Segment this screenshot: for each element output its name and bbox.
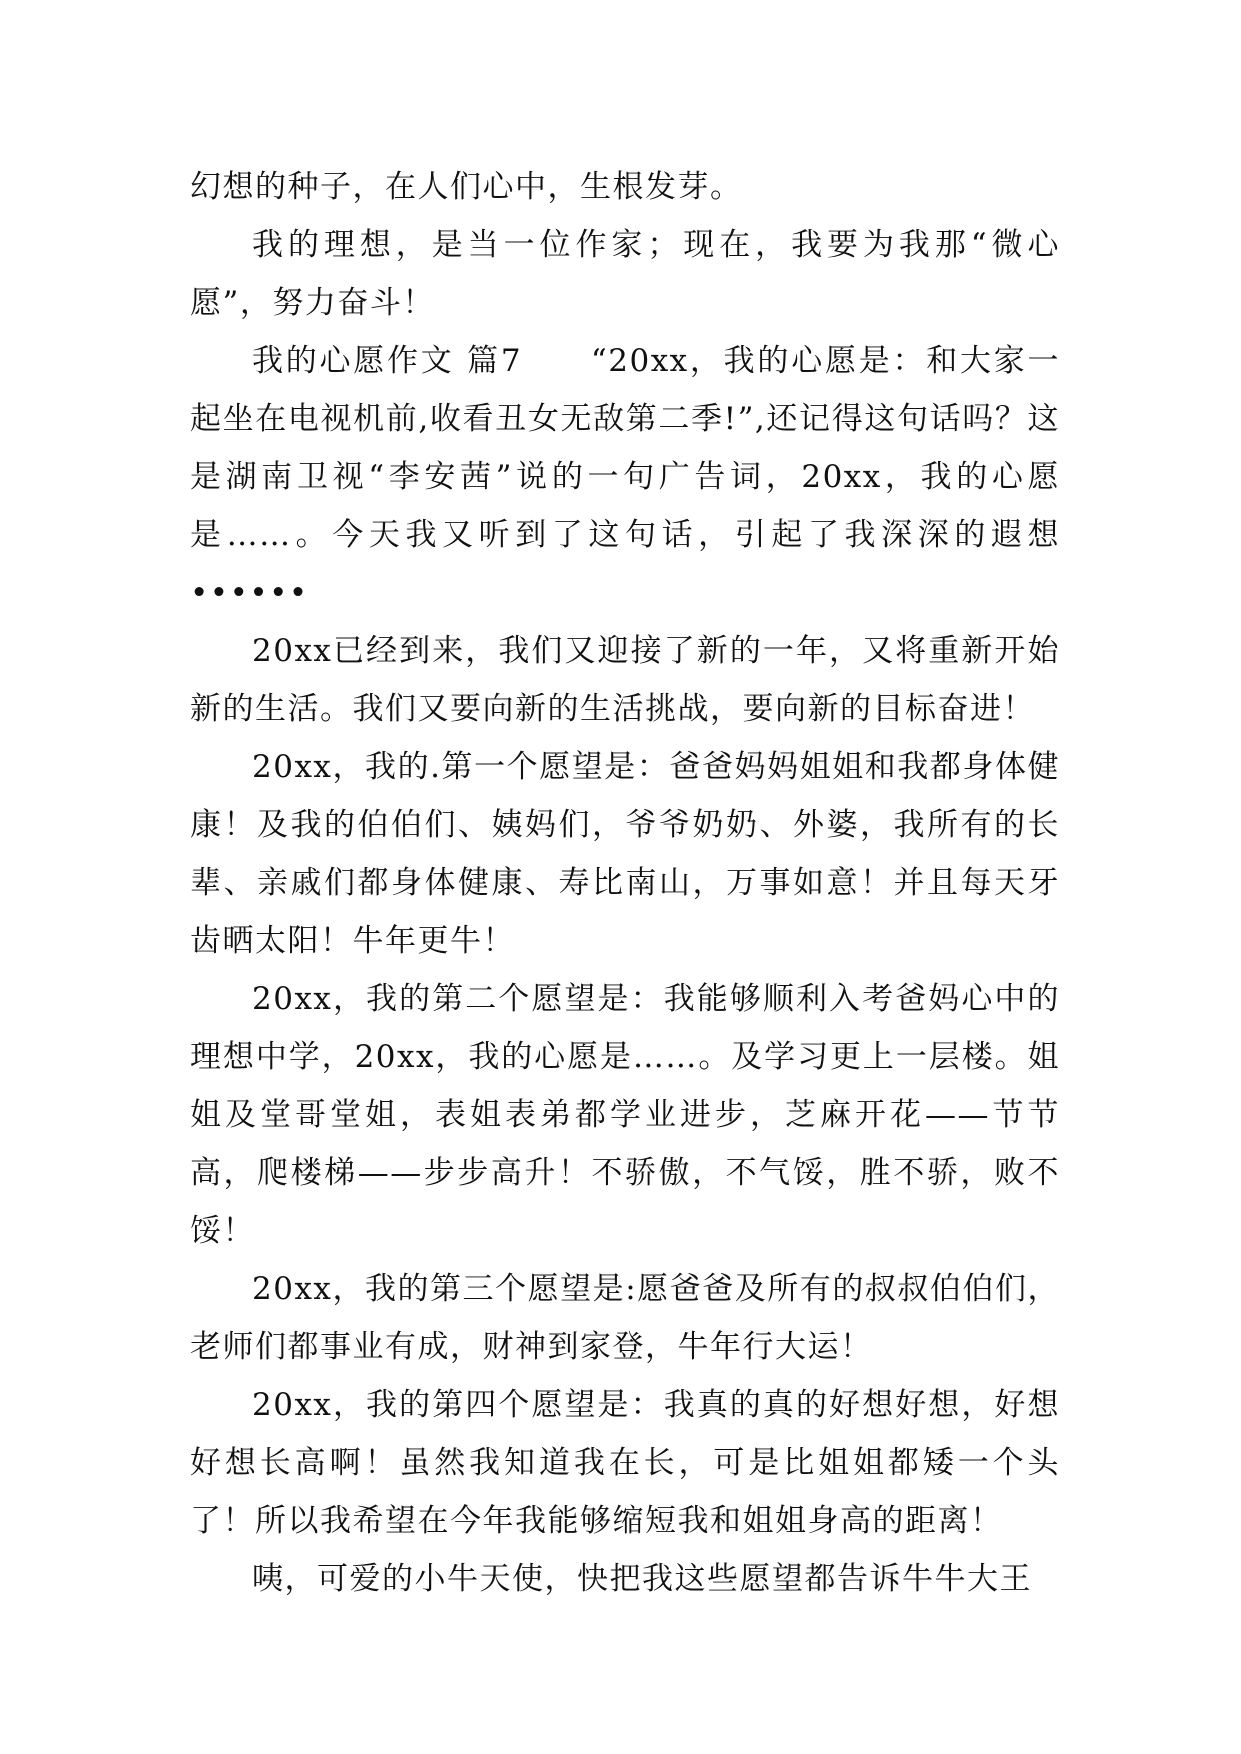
paragraph: 20xx已经到来，我们又迎接了新的一年，又将重新开始新的生活。我们又要向新的生活挑战，要向新的目标奋进！ (190, 633, 1060, 727)
paragraph: 20xx，我的.第一个愿望是：爸爸妈妈姐姐和我都身体健康！及我的伯伯们、姨妈们，爷爷奶奶、外婆，我所有的长辈、亲戚们都身体健康、寿比南山，万事如意！并且每天牙齿晒太阳！牛年更牛！ (190, 749, 1060, 959)
paragraph: 咦，可爱的小牛天使，快把我这些愿望都告诉牛牛大王 (252, 1561, 1032, 1597)
document-body (190, 158, 1060, 1608)
paragraph: 20xx，我的第二个愿望是：我能够顺利入考爸妈心中的理想中学，20xx，我的心愿是……。及学习更上一层楼。姐姐及堂哥堂姐，表姐表弟都学业进步，芝麻开花——节节高，爬楼梯——步步高升！不骄傲，不气馁，胜不骄，败不馁！ (190, 981, 1060, 1249)
paragraph: 我的心愿作文 篇7 “20xx，我的心愿是：和大家一起坐在电视机前,收看丑女无敌第二季!”,还记得这句话吗？这是湖南卫视“李安茜”说的一句广告词，20xx，我的心愿是……。今天我又听到了这句话，引起了我深深的遐想•••••• (190, 343, 1060, 611)
paragraph: 幻想的种子，在人们心中，生根发芽。 (190, 169, 743, 205)
paragraph: 我的理想，是当一位作家；现在，我要为我那“微心愿”，努力奋斗！ (190, 227, 1060, 321)
paragraph: 20xx，我的第三个愿望是:愿爸爸及所有的叔叔伯伯们，老师们都事业有成，财神到家登，牛年行大运！ (190, 1271, 1060, 1365)
paragraph: 20xx，我的第四个愿望是：我真的真的好想好想，好想好想长高啊！虽然我知道我在长，可是比姐姐都矮一个头了！所以我希望在今年我能够缩短我和姐姐身高的距离！ (190, 1387, 1060, 1539)
